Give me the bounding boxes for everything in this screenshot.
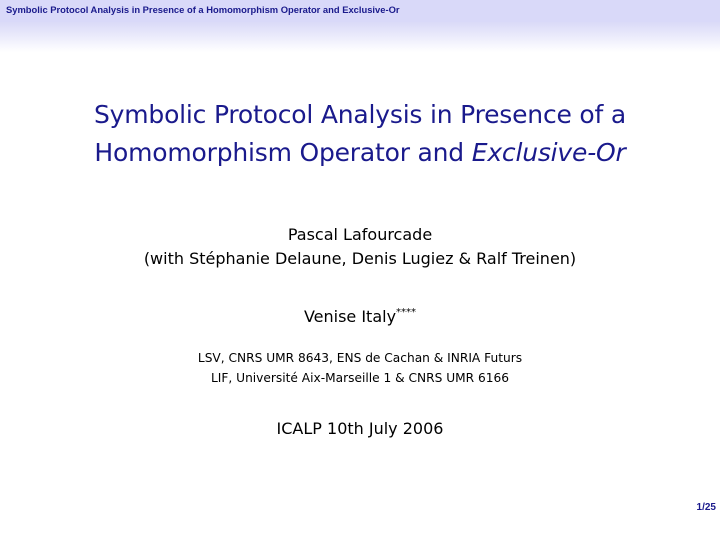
affiliation-1: LSV, CNRS UMR 8643, ENS de Cachan & INRIA Futurs — [197, 351, 523, 365]
header-gradient — [0, 22, 720, 52]
running-title: Symbolic Protocol Analysis in Presence of a Homomorphism Operator and Exclusive-Or — [6, 4, 400, 15]
presentation-date: ICALP 10th July 2006 — [276, 419, 444, 438]
venue — [0, 301, 720, 329]
page-number: 1/25 — [696, 502, 716, 513]
affiliation-2: LIF, Université Aix-Marseille 1 & CNRS UMR 6166 — [211, 371, 509, 385]
title-line-1: Symbolic Protocol Analysis in Presence of a — [94, 100, 626, 129]
coauthors: (with Stéphanie Delaune, Denis Lugiez & Ralf Treinen) — [143, 249, 577, 268]
title-line-2 — [0, 134, 720, 172]
header-bar — [0, 0, 720, 22]
title-line-2-prefix: Homomorphism Operator and — [94, 138, 472, 167]
author: Pascal Lafourcade — [287, 225, 433, 244]
title-line-2-emphasis: Exclusive-Or — [471, 138, 626, 167]
venue-text: Venise Italy — [303, 307, 397, 326]
venue-superscript: **** — [396, 307, 417, 318]
slide-title — [0, 96, 720, 172]
